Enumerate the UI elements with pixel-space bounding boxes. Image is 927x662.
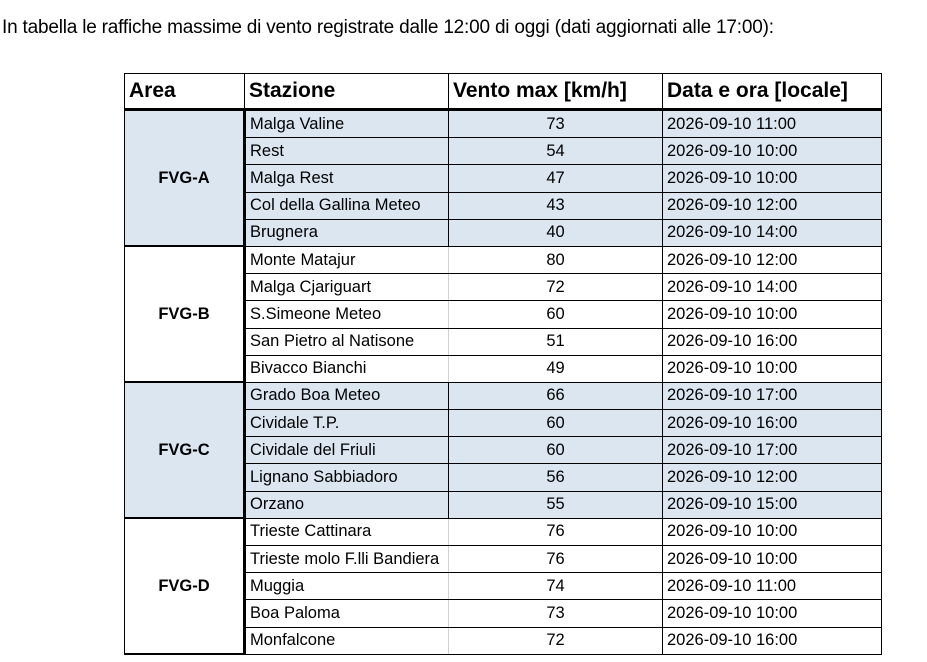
header-stazione: Stazione [245, 74, 449, 110]
wind-max-cell: 60 [449, 301, 663, 328]
datetime-cell: 2026-09-10 12:00 [663, 246, 882, 273]
table-row [125, 110, 882, 138]
station-cell: Boa Paloma [245, 600, 449, 627]
area-cell: FVG-B [125, 246, 245, 382]
station-cell: S.Simeone Meteo [245, 301, 449, 328]
header-data-ora: Data e ora [locale] [663, 74, 882, 110]
station-cell: Monfalcone [245, 627, 449, 654]
table-row [125, 382, 882, 409]
table-body [125, 110, 882, 655]
datetime-cell: 2026-09-10 16:00 [663, 627, 882, 654]
station-cell: Cividale del Friuli [245, 437, 449, 464]
station-cell: Trieste molo F.lli Bandiera [245, 546, 449, 573]
wind-max-cell: 56 [449, 464, 663, 491]
table-row [125, 246, 882, 273]
header-area: Area [125, 74, 245, 110]
wind-max-cell: 40 [449, 219, 663, 246]
datetime-cell: 2026-09-10 12:00 [663, 192, 882, 219]
wind-max-cell: 60 [449, 437, 663, 464]
wind-max-cell: 72 [449, 274, 663, 301]
wind-max-cell: 54 [449, 138, 663, 165]
wind-max-cell: 76 [449, 546, 663, 573]
datetime-cell: 2026-09-10 16:00 [663, 328, 882, 355]
datetime-cell: 2026-09-10 10:00 [663, 518, 882, 545]
wind-max-cell: 49 [449, 355, 663, 382]
wind-max-cell: 74 [449, 573, 663, 600]
datetime-cell: 2026-09-10 11:00 [663, 110, 882, 138]
datetime-cell: 2026-09-10 10:00 [663, 301, 882, 328]
wind-max-cell: 60 [449, 410, 663, 437]
wind-max-cell: 72 [449, 627, 663, 654]
datetime-cell: 2026-09-10 15:00 [663, 491, 882, 518]
wind-max-cell: 55 [449, 491, 663, 518]
station-cell: Brugnera [245, 219, 449, 246]
station-cell: Muggia [245, 573, 449, 600]
station-cell: Malga Rest [245, 165, 449, 192]
area-cell: FVG-D [125, 518, 245, 654]
datetime-cell: 2026-09-10 10:00 [663, 600, 882, 627]
area-cell: FVG-A [125, 110, 245, 247]
station-cell: Monte Matajur [245, 246, 449, 273]
station-cell: Grado Boa Meteo [245, 382, 449, 409]
datetime-cell: 2026-09-10 10:00 [663, 546, 882, 573]
wind-max-cell: 51 [449, 328, 663, 355]
station-cell: Rest [245, 138, 449, 165]
station-cell: Lignano Sabbiadoro [245, 464, 449, 491]
area-cell: FVG-C [125, 382, 245, 518]
wind-max-cell: 66 [449, 382, 663, 409]
datetime-cell: 2026-09-10 14:00 [663, 219, 882, 246]
datetime-cell: 2026-09-10 11:00 [663, 573, 882, 600]
wind-max-cell: 43 [449, 192, 663, 219]
wind-max-cell: 73 [449, 600, 663, 627]
datetime-cell: 2026-09-10 10:00 [663, 138, 882, 165]
intro-text: In tabella le raffiche massime di vento registrate dalle 12:00 di oggi (dati aggiornati alle 17:00): [2, 17, 774, 38]
station-cell: San Pietro al Natisone [245, 328, 449, 355]
datetime-cell: 2026-09-10 10:00 [663, 355, 882, 382]
wind-max-cell: 80 [449, 246, 663, 273]
datetime-cell: 2026-09-10 12:00 [663, 464, 882, 491]
wind-gust-table [124, 73, 882, 655]
station-cell: Orzano [245, 491, 449, 518]
station-cell: Cividale T.P. [245, 410, 449, 437]
station-cell: Malga Valine [245, 110, 449, 138]
datetime-cell: 2026-09-10 17:00 [663, 437, 882, 464]
wind-max-cell: 73 [449, 110, 663, 138]
wind-max-cell: 76 [449, 518, 663, 545]
station-cell: Col della Gallina Meteo [245, 192, 449, 219]
datetime-cell: 2026-09-10 17:00 [663, 382, 882, 409]
wind-max-cell: 47 [449, 165, 663, 192]
station-cell: Malga Cjariguart [245, 274, 449, 301]
station-cell: Bivacco Bianchi [245, 355, 449, 382]
header-vento-max: Vento max [km/h] [449, 74, 663, 110]
datetime-cell: 2026-09-10 14:00 [663, 274, 882, 301]
table-row [125, 518, 882, 545]
station-cell: Trieste Cattinara [245, 518, 449, 545]
datetime-cell: 2026-09-10 10:00 [663, 165, 882, 192]
datetime-cell: 2026-09-10 16:00 [663, 410, 882, 437]
table-header-row [125, 74, 882, 110]
